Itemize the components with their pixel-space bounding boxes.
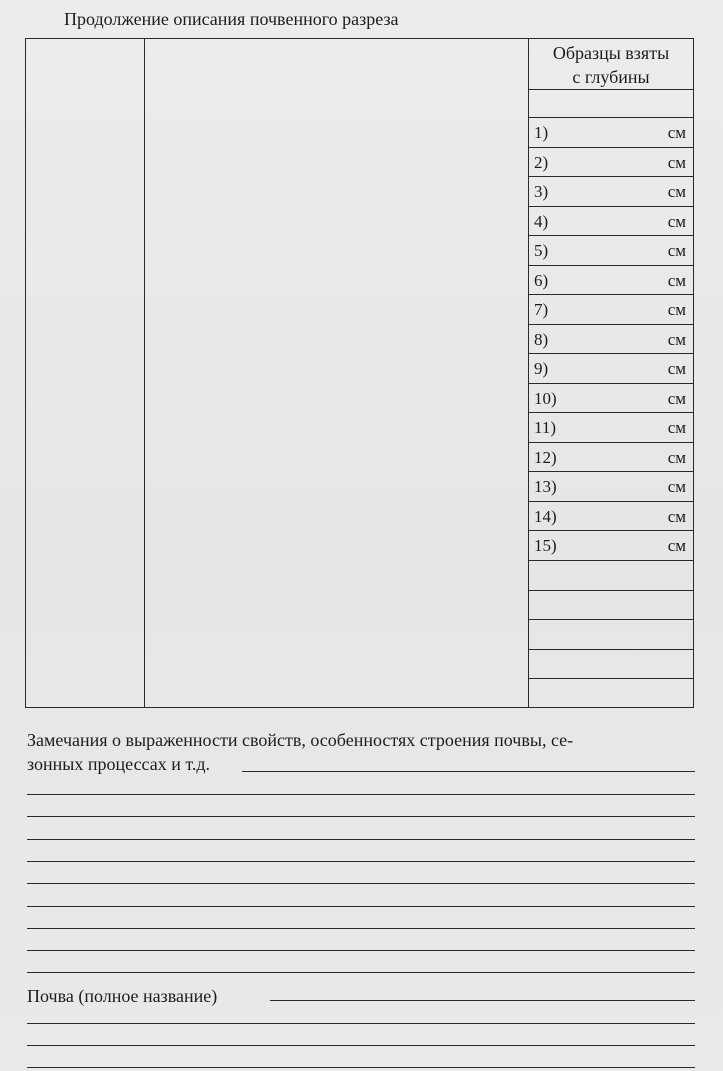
sample-depth-row[interactable] bbox=[534, 207, 686, 236]
remarks-write-line[interactable] bbox=[27, 928, 695, 929]
samples-column-header bbox=[529, 39, 693, 89]
sample-unit: см bbox=[667, 212, 686, 231]
remarks-write-line[interactable] bbox=[27, 794, 695, 795]
samples-row-divider bbox=[529, 678, 693, 679]
sample-depth-row[interactable] bbox=[534, 384, 686, 413]
sample-unit: см bbox=[667, 300, 686, 319]
sample-depth-row[interactable] bbox=[534, 472, 686, 501]
sample-depth-row[interactable] bbox=[534, 325, 686, 354]
sample-depth-row[interactable] bbox=[534, 443, 686, 472]
profile-description-table bbox=[25, 38, 694, 708]
soil-name-label: Почва (полное название) bbox=[27, 986, 218, 1006]
sample-depth-row[interactable] bbox=[534, 177, 686, 206]
samples-header-line1: Образцы взяты bbox=[552, 43, 670, 63]
sample-number: 15) bbox=[534, 536, 557, 555]
sample-unit: см bbox=[667, 359, 686, 378]
sample-unit: см bbox=[667, 536, 686, 555]
column-divider-samples bbox=[528, 39, 529, 707]
sample-number: 5) bbox=[534, 241, 549, 260]
sample-unit: см bbox=[667, 507, 686, 526]
samples-row-divider bbox=[529, 560, 693, 561]
page-title: Продолжение описания почвенного разреза bbox=[64, 9, 399, 29]
sample-depth-row[interactable] bbox=[534, 295, 686, 324]
remarks-label: Замечания о выраженности свойств, особенностях строения почвы, се- bbox=[27, 730, 574, 750]
remarks-write-line[interactable] bbox=[27, 883, 695, 884]
sample-number: 9) bbox=[534, 359, 549, 378]
samples-row-divider bbox=[529, 649, 693, 650]
sample-number: 8) bbox=[534, 330, 549, 349]
sample-number: 13) bbox=[534, 477, 557, 496]
remarks-write-line[interactable] bbox=[242, 771, 695, 772]
sample-depth-row[interactable] bbox=[534, 236, 686, 265]
sample-number: 3) bbox=[534, 182, 549, 201]
sample-depth-row[interactable] bbox=[534, 266, 686, 295]
remarks-label-cont: зонных процессах и т.д. bbox=[27, 754, 211, 774]
sample-unit: см bbox=[667, 448, 686, 467]
sample-number: 12) bbox=[534, 448, 557, 467]
sample-depth-row[interactable] bbox=[534, 531, 686, 560]
sample-unit: см bbox=[667, 271, 686, 290]
sample-depth-row[interactable] bbox=[534, 118, 686, 147]
sample-unit: см bbox=[667, 477, 686, 496]
sample-number: 11) bbox=[534, 418, 557, 437]
sample-number: 14) bbox=[534, 507, 557, 526]
sample-number: 1) bbox=[534, 123, 549, 142]
sample-depth-row[interactable] bbox=[534, 148, 686, 177]
sample-number: 4) bbox=[534, 212, 549, 231]
soil-name-write-line[interactable] bbox=[27, 1023, 695, 1024]
sample-unit: см bbox=[667, 153, 686, 172]
sample-depth-row[interactable] bbox=[534, 354, 686, 383]
sample-unit: см bbox=[667, 330, 686, 349]
sample-unit: см bbox=[667, 123, 686, 142]
remarks-write-line[interactable] bbox=[27, 972, 695, 973]
soil-name-write-line[interactable] bbox=[270, 1000, 695, 1001]
sample-depth-row[interactable] bbox=[534, 413, 686, 442]
sample-number: 2) bbox=[534, 153, 549, 172]
samples-row-divider bbox=[529, 89, 693, 90]
soil-name-write-line[interactable] bbox=[27, 1045, 695, 1046]
sample-number: 10) bbox=[534, 389, 557, 408]
sample-unit: см bbox=[667, 182, 686, 201]
remarks-write-line[interactable] bbox=[27, 950, 695, 951]
remarks-write-line[interactable] bbox=[27, 861, 695, 862]
sample-number: 7) bbox=[534, 300, 549, 319]
sample-depth-row[interactable] bbox=[534, 502, 686, 531]
sample-unit: см bbox=[667, 418, 686, 437]
sample-unit: см bbox=[667, 389, 686, 408]
samples-row-divider bbox=[529, 590, 693, 591]
samples-row-divider bbox=[529, 619, 693, 620]
sample-unit: см bbox=[667, 241, 686, 260]
remarks-write-line[interactable] bbox=[27, 816, 695, 817]
remarks-write-line[interactable] bbox=[27, 839, 695, 840]
samples-header-line2: с глубины bbox=[572, 67, 650, 87]
sample-number: 6) bbox=[534, 271, 549, 290]
soil-name-write-line[interactable] bbox=[27, 1067, 695, 1068]
remarks-write-line[interactable] bbox=[27, 906, 695, 907]
column-divider-horizon bbox=[144, 39, 145, 707]
